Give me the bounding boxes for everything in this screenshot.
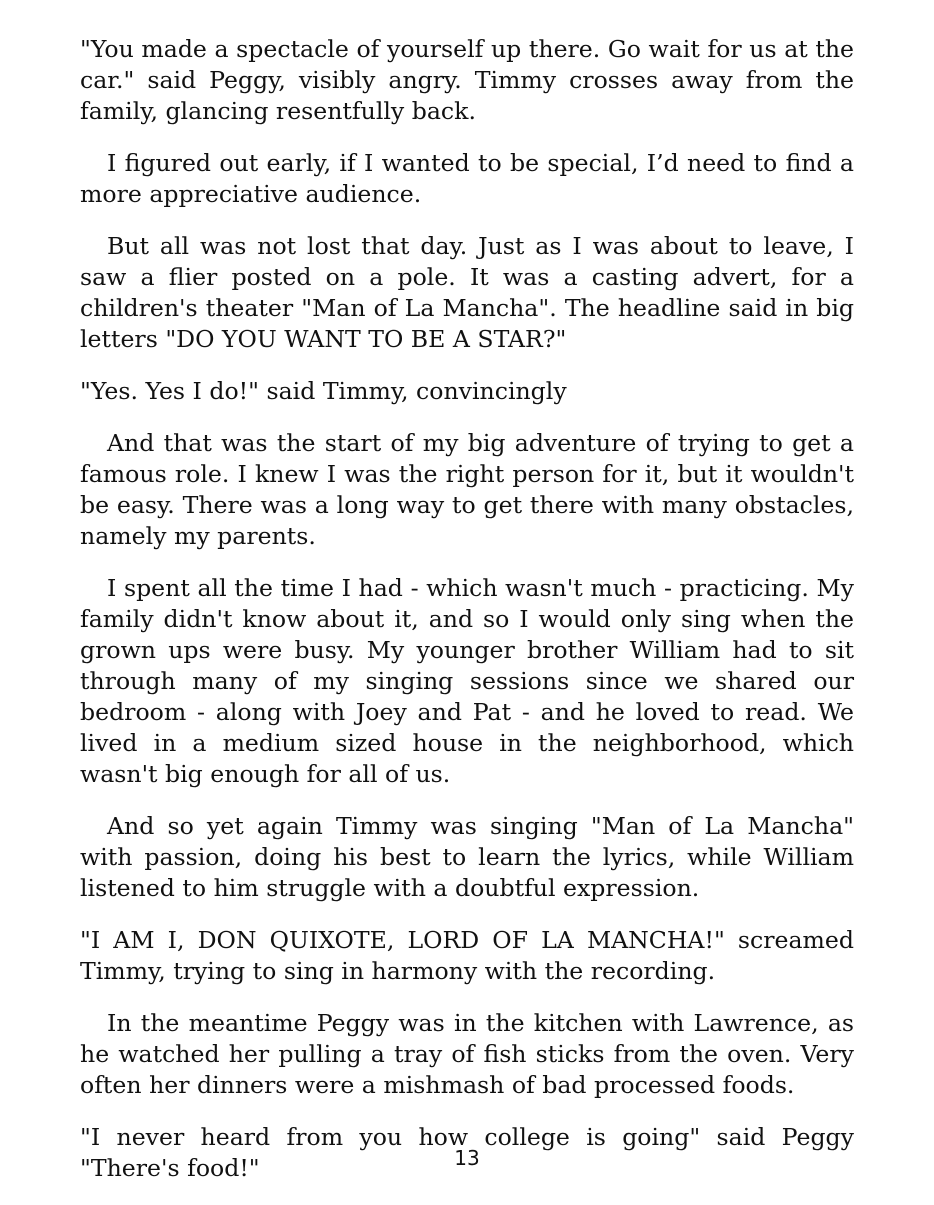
page-body	[80, 34, 854, 1205]
paragraph-10: "I never heard from you how college is going" said Peggy "There's food!"	[80, 1123, 854, 1182]
paragraph-9: In the meantime Peggy was in the kitchen with Lawrence, as he watched her pulling a tray of fish sticks from the oven. Very often her dinners were a mishmash of bad processed foods.	[80, 1009, 854, 1099]
paragraph-7: And so yet again Timmy was singing "Man of La Mancha" with passion, doing his best to learn the lyrics, while William listened to him struggle with a doubtful expression.	[80, 812, 854, 902]
paragraph-8: "I AM I, DON QUIXOTE, LORD OF LA MANCHA!" screamed Timmy, trying to sing in harmony with the recording.	[80, 926, 854, 985]
page-number: 13	[454, 1146, 480, 1170]
paragraph-6: I spent all the time I had - which wasn't much - practicing. My family didn't know about it, and so I would only sing when the grown ups were busy. My younger brother William had to sit through many of my singing sessions since we shared our bedroom - along with Joey and Pat - and he loved to read. We lived in a medium sized house in the neighborhood, which wasn't big enough for all of us.	[80, 574, 854, 788]
paragraph-2: I figured out early, if I wanted to be special, I’d need to find a more appreciative audience.	[80, 149, 854, 208]
paragraph-5: And that was the start of my big adventure of trying to get a famous role. I knew I was the right person for it, but it wouldn't be easy. There was a long way to get there with many obstacles, namely my parents.	[80, 429, 854, 550]
paragraph-4: "Yes. Yes I do!" said Timmy, convincingly	[80, 377, 567, 405]
paragraph-3: But all was not lost that day. Just as I was about to leave, I saw a flier posted on a pole. It was a casting advert, for a children's theater "Man of La Mancha". The headline said in big letters "DO YOU WANT TO BE A STAR?"	[80, 232, 854, 353]
paragraph-1: "You made a spectacle of yourself up there. Go wait for us at the car." said Peggy, visibly angry. Timmy crosses away from the family, glancing resentfully back.	[80, 35, 854, 125]
